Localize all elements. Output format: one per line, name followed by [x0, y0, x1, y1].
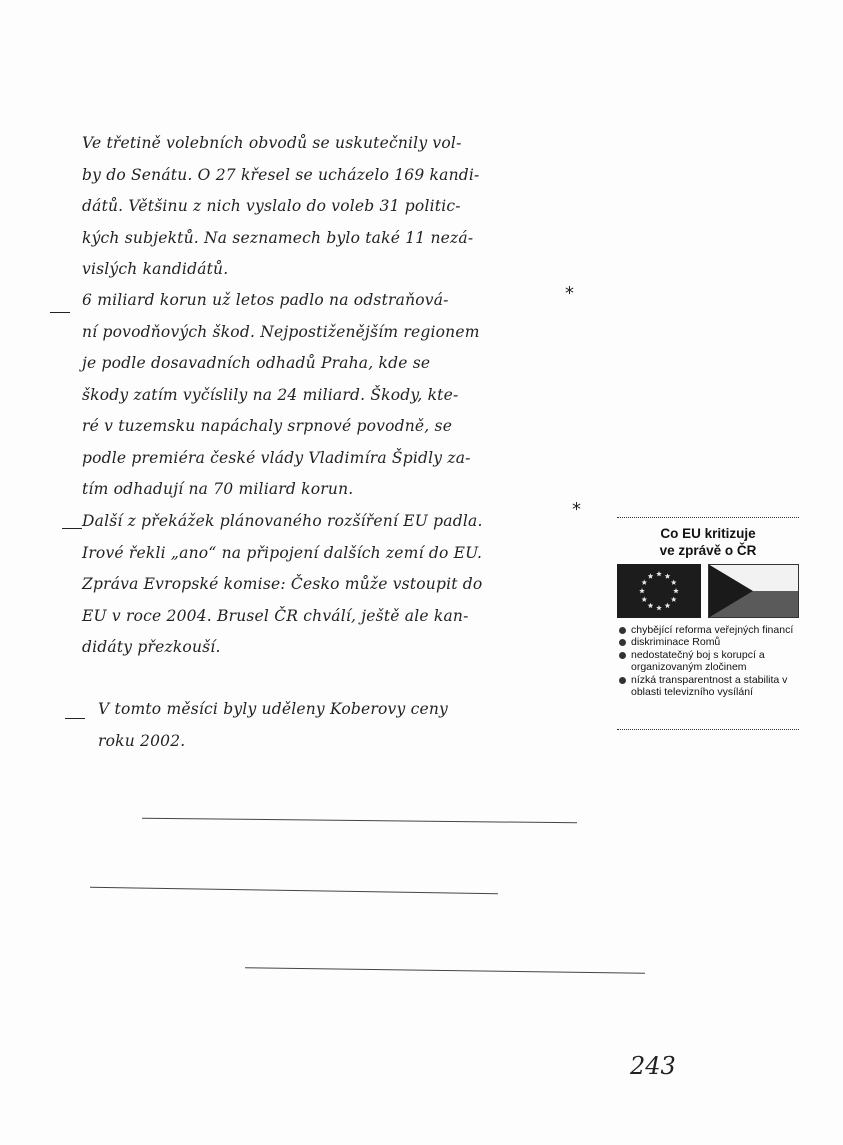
clipping-title-line: ve zprávě o ČR	[659, 543, 757, 558]
list-item-text: nedostatečný boj s korupcí a organizovaným zločinem	[631, 648, 765, 674]
bullet-dash	[62, 528, 82, 529]
divider	[617, 517, 799, 518]
handwritten-line: podle premiéra české vlády Vladimíra Špidly za-	[82, 448, 471, 467]
handwritten-line: kých subjektů. Na seznamech bylo také 11 nezá-	[82, 228, 474, 247]
handwritten-line: roku 2002.	[98, 731, 186, 750]
bullet-icon	[619, 627, 626, 634]
clipping-title	[617, 525, 799, 559]
handwritten-line: je podle dosavadních odhadů Praha, kde se	[82, 354, 431, 372]
handwritten-line: ní povodňových škod. Nejpostiženějším regionem	[82, 322, 480, 341]
handwritten-line: Další z překážek plánovaného rozšíření EU padla.	[82, 512, 483, 530]
handwritten-line: tím odhadují na 70 miliard korun.	[82, 480, 354, 498]
handwritten-line: V tomto měsíci byly uděleny Koberovy ceny	[98, 700, 448, 718]
page-number: 243	[630, 1052, 676, 1080]
handwritten-line: didáty přezkouší.	[82, 638, 221, 656]
handwritten-line: Ve třetině volebních obvodů se uskutečnily vol-	[82, 134, 462, 152]
handwritten-line: Zpráva Evropské komise: Česko může vstoupit do	[82, 575, 483, 593]
handwritten-line: Irové řekli „ano“ na připojení dalších zemí do EU.	[82, 543, 483, 562]
list-item	[617, 636, 799, 648]
handwritten-paragraph-koberovy-awards	[98, 694, 598, 757]
bullet-dash	[50, 312, 70, 313]
blank-line	[142, 818, 577, 824]
star-mark: *	[565, 283, 574, 304]
czech-flag-icon	[708, 564, 799, 618]
bullet-dash	[65, 718, 85, 719]
list-item	[617, 624, 799, 636]
bullet-icon	[619, 677, 626, 684]
handwritten-paragraph-eu-enlargement	[82, 506, 582, 664]
criticism-list	[617, 624, 799, 698]
bullet-icon	[619, 652, 626, 659]
handwritten-line: škody zatím vyčíslily na 24 miliard. Škody, kte-	[82, 385, 459, 404]
divider	[617, 729, 799, 730]
list-item	[617, 674, 799, 699]
handwritten-line: vislých kandidátů.	[82, 260, 229, 278]
eu-flag-icon	[617, 564, 701, 618]
flags-row	[617, 564, 799, 618]
handwritten-line: dátů. Většinu z nich vyslalo do voleb 31 politic-	[82, 197, 461, 215]
blank-line	[245, 967, 645, 974]
star-mark: *	[572, 499, 581, 520]
blank-line	[90, 887, 498, 894]
handwritten-line: 6 miliard korun už letos padlo na odstraňová-	[82, 291, 449, 309]
bullet-icon	[619, 639, 626, 646]
handwritten-line: EU v roce 2004. Brusel ČR chválí, ještě ale kan-	[82, 606, 469, 625]
clipping-title-line: Co EU kritizuje	[660, 526, 756, 541]
list-item-text: diskriminace Romů	[631, 636, 721, 649]
list-item-text: nízká transparentnost a stabilita v oblasti televizního vysílání	[631, 673, 788, 699]
handwritten-line: by do Senátu. O 27 křesel se ucházelo 169 kandi-	[82, 165, 480, 184]
handwritten-line: ré v tuzemsku napáchaly srpnové povodně, se	[82, 417, 453, 435]
list-item	[617, 649, 799, 674]
handwritten-paragraph-flood-damages	[82, 285, 582, 506]
list-item-text: chybějící reforma veřejných financí	[631, 624, 794, 636]
eu-criticism-clipping	[617, 517, 799, 731]
handwritten-paragraph-senate-elections	[82, 128, 582, 286]
